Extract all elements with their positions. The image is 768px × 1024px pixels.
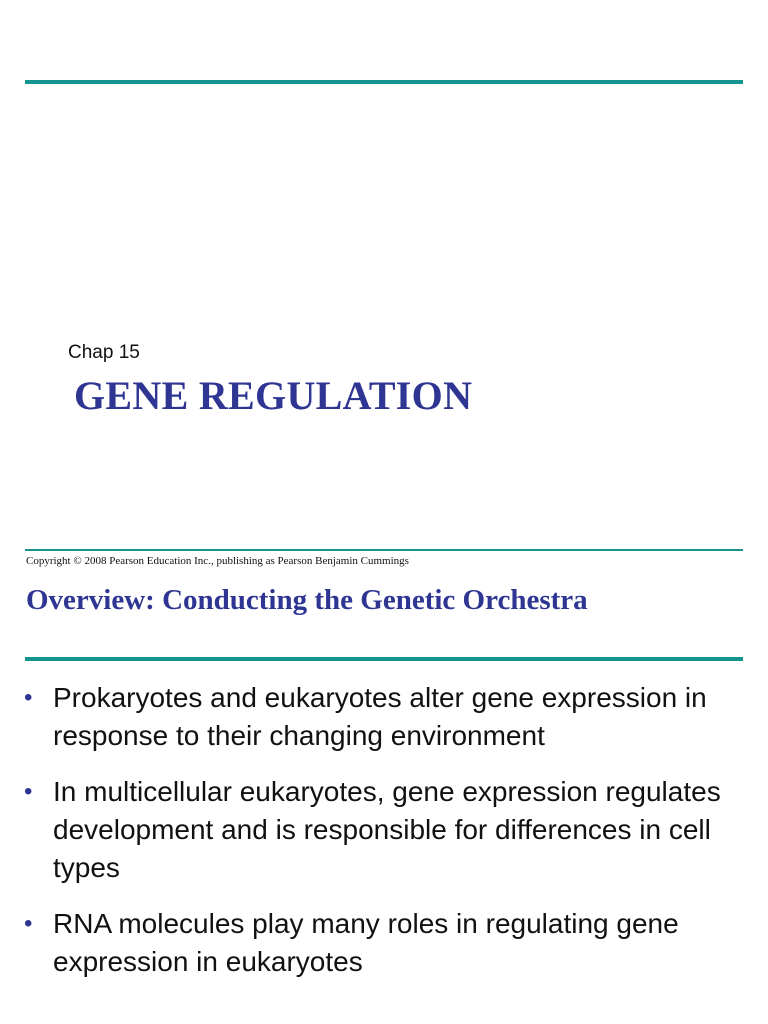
bullet-text: RNA molecules play many roles in regulating gene expression in eukaryotes xyxy=(53,908,679,977)
top-divider xyxy=(25,80,743,84)
page-title: GENE REGULATION xyxy=(74,373,473,418)
bullet-text: In multicellular eukaryotes, gene expression regulates development and is responsible for differences in cell types xyxy=(53,776,721,883)
list-item xyxy=(0,905,768,981)
list-item xyxy=(0,679,768,755)
bullet-text: Prokaryotes and eukaryotes alter gene expression in response to their changing environment xyxy=(53,682,707,751)
chapter-label: Chap 15 xyxy=(68,342,140,363)
copyright-notice: Copyright © 2008 Pearson Education Inc., publishing as Pearson Benjamin Cummings xyxy=(26,555,409,567)
section-heading: Overview: Conducting the Genetic Orchestra xyxy=(26,584,588,616)
heading-divider xyxy=(25,657,743,661)
list-item xyxy=(0,773,768,887)
bullet-icon: • xyxy=(24,910,33,937)
bullet-icon: • xyxy=(24,684,33,711)
bullet-icon: • xyxy=(24,778,33,805)
middle-divider xyxy=(25,549,743,551)
bullet-list xyxy=(0,679,768,999)
